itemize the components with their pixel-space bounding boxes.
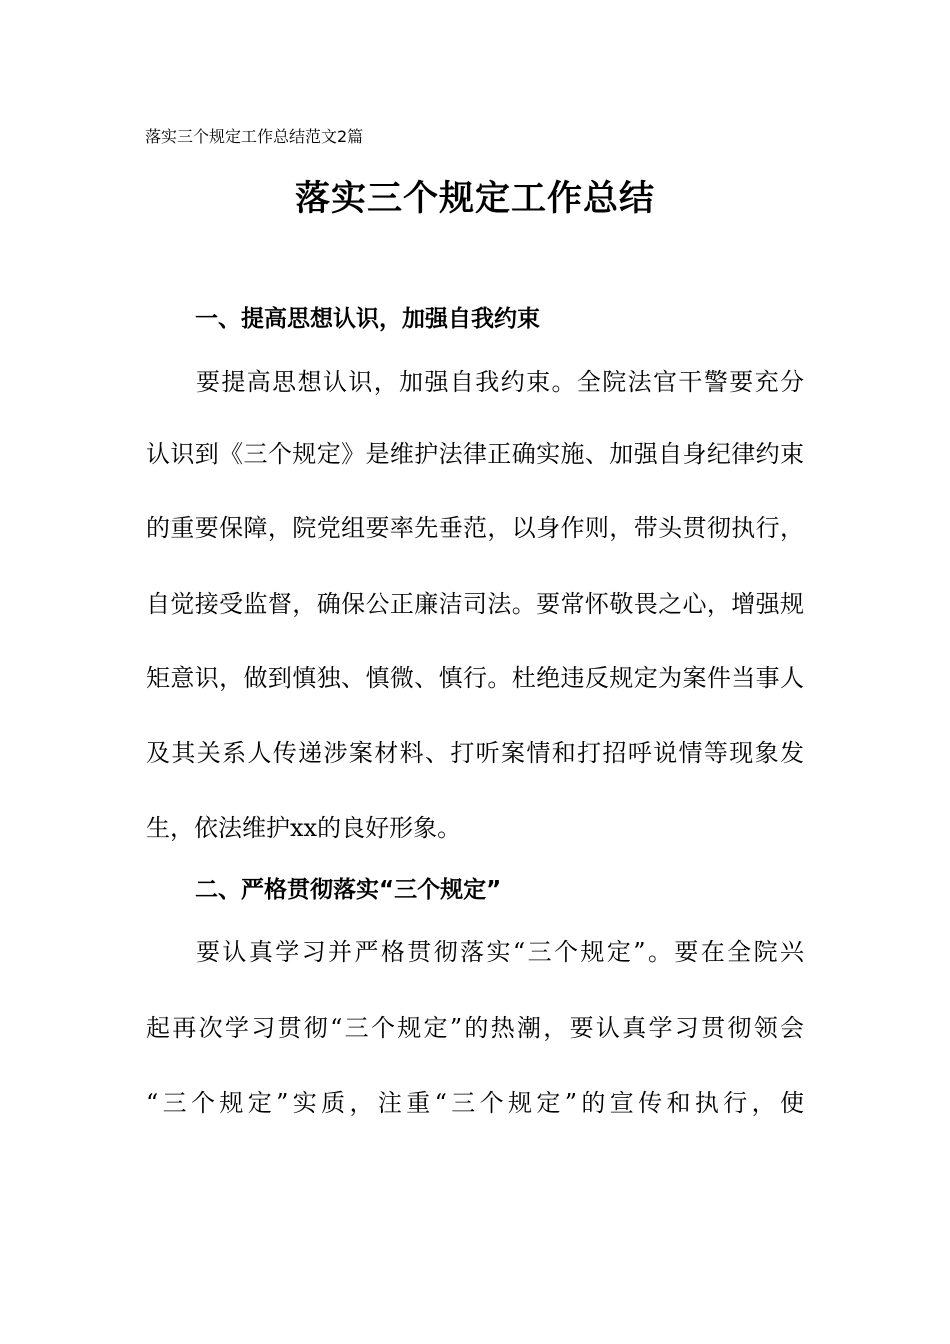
paragraph-line: 矩意识，做到慎独、慎微、慎行。杜绝违反规定为案件当事人 <box>146 664 804 692</box>
paragraph-line: 认识到《三个规定》是维护法律正确实施、加强自身纪律约束 <box>146 440 804 468</box>
paragraph-line: 要认真学习并严格贯彻落实“三个规定”。要在全院兴 <box>196 938 804 966</box>
section-heading: 一、提高思想认识，加强自我约束 <box>195 306 540 332</box>
document-header: 落实三个规定工作总结范文2篇 <box>145 127 364 146</box>
paragraph-line: 的重要保障，院党组要率先垂范，以身作则，带头贯彻执行， <box>146 514 804 542</box>
section-heading: 二、严格贯彻落实“三个规定” <box>195 877 502 903</box>
paragraph-line: 要提高思想认识，加强自我约束。全院法官干警要充分 <box>196 368 804 396</box>
paragraph-line: 自觉接受监督，确保公正廉洁司法。要常怀敬畏之心，增强规 <box>146 590 804 618</box>
paragraph-line: 生，依法维护xx的良好形象。 <box>146 814 462 842</box>
document-title: 落实三个规定工作总结 <box>294 179 655 219</box>
paragraph-line: 及其关系人传递涉案材料、打听案情和打招呼说情等现象发 <box>146 739 804 767</box>
paragraph-line: 起再次学习贯彻“三个规定”的热潮，要认真学习贯彻领会 <box>146 1014 804 1042</box>
paragraph-line: “三个规定”实质，注重“三个规定”的宣传和执行，使 <box>146 1089 804 1117</box>
